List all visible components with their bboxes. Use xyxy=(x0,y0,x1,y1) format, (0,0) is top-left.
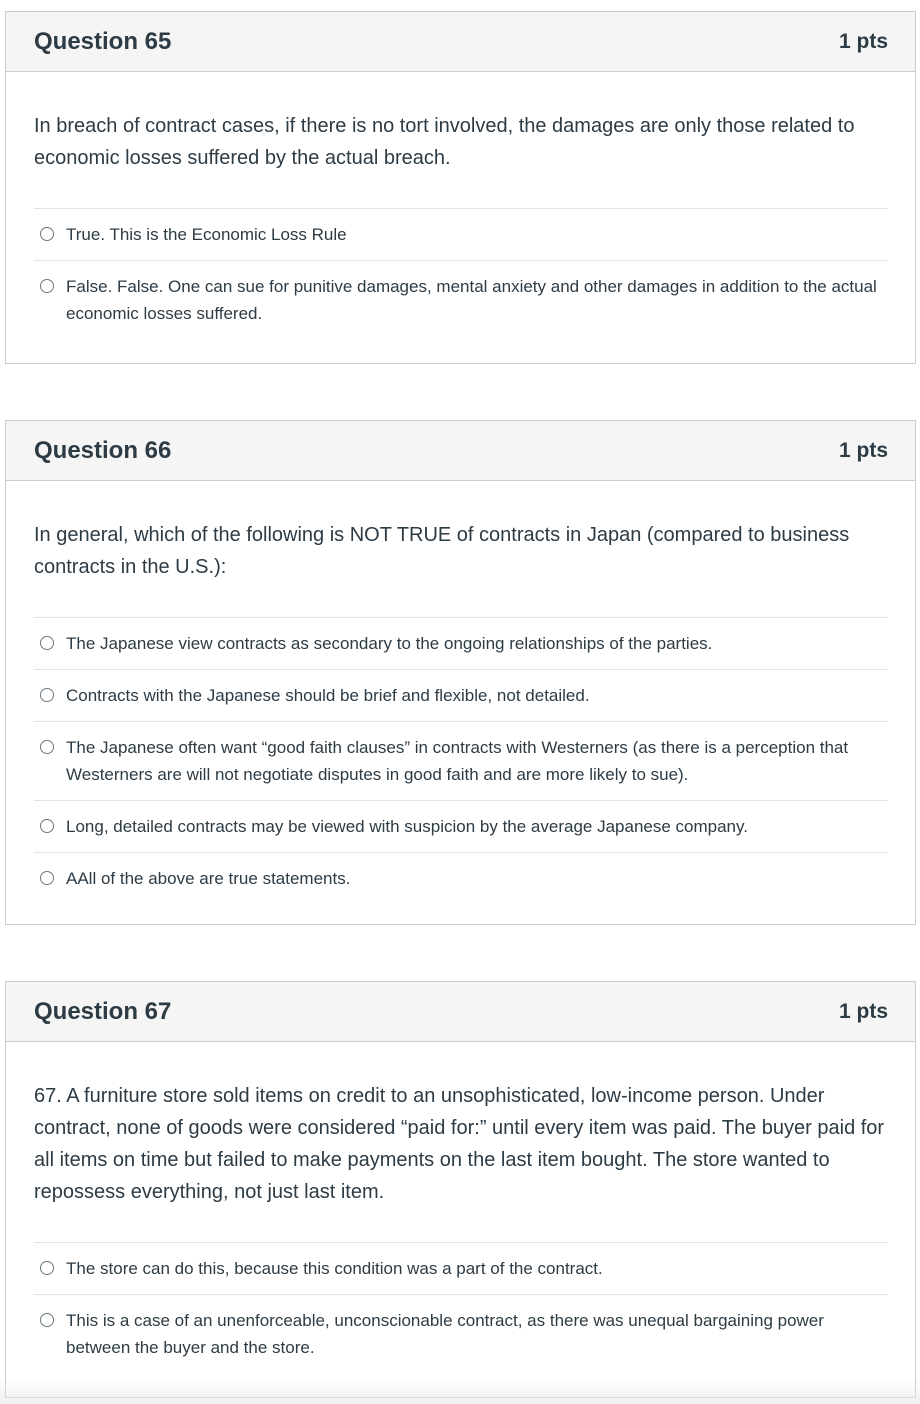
question-body xyxy=(6,1042,915,1373)
question-title: Question 66 xyxy=(34,436,172,464)
answer-list xyxy=(34,617,888,904)
question-points: 1 pts xyxy=(838,29,888,53)
answer-list xyxy=(34,208,888,339)
answer-list xyxy=(34,1242,888,1373)
radio-button[interactable] xyxy=(40,740,54,754)
answer-option[interactable] xyxy=(34,853,888,904)
bottom-fade xyxy=(0,1376,920,1404)
question-text: In general, which of the following is NOT TRUE of contracts in Japan (compared to business contracts in the U.S.): xyxy=(34,524,850,578)
answer-option[interactable] xyxy=(34,722,888,801)
radio-button[interactable] xyxy=(40,279,54,293)
radio-button[interactable] xyxy=(40,227,54,241)
question-title: Question 67 xyxy=(34,997,172,1025)
answer-label: The Japanese view contracts as secondary to the ongoing relationships of the parties. xyxy=(66,634,713,653)
question-65 xyxy=(5,11,916,364)
question-header xyxy=(6,982,915,1042)
answer-option[interactable] xyxy=(34,209,888,261)
question-text: 67. A furniture store sold items on credit to an unsophisticated, low-income person. Under contract, none of goods were considered “paid for:” until every item was paid. The buyer paid for all items on time but failed to make payments on the last item bought. The store wanted to repossess everything, not just last item. xyxy=(34,1085,885,1203)
radio-button[interactable] xyxy=(40,871,54,885)
answer-option[interactable] xyxy=(34,801,888,853)
radio-button[interactable] xyxy=(40,688,54,702)
answer-label: True. This is the Economic Loss Rule xyxy=(66,225,347,244)
answer-label: Contracts with the Japanese should be brief and flexible, not detailed. xyxy=(66,686,590,705)
answer-option[interactable] xyxy=(34,261,888,339)
radio-button[interactable] xyxy=(40,1261,54,1275)
radio-button[interactable] xyxy=(40,1313,54,1327)
answer-option[interactable] xyxy=(34,1243,888,1295)
question-text: In breach of contract cases, if there is no tort involved, the damages are only those related to economic losses suffered by the actual breach. xyxy=(34,115,855,169)
question-points: 1 pts xyxy=(838,999,888,1023)
question-title: Question 65 xyxy=(34,27,172,55)
question-points: 1 pts xyxy=(838,438,888,462)
answer-label: AAll of the above are true statements. xyxy=(66,869,351,888)
answer-label: This is a case of an unenforceable, unconscionable contract, as there was unequal bargaining power between the buyer and the store. xyxy=(66,1311,824,1357)
question-header xyxy=(6,12,915,72)
answer-label: Long, detailed contracts may be viewed with suspicion by the average Japanese company. xyxy=(66,817,748,836)
question-body xyxy=(6,481,915,904)
question-67 xyxy=(5,981,916,1398)
answer-option[interactable] xyxy=(34,670,888,722)
answer-label: False. False. One can sue for punitive damages, mental anxiety and other damages in addition to the actual economic losses suffered. xyxy=(66,277,877,323)
answer-label: The Japanese often want “good faith clauses” in contracts with Westerners (as there is a perception that Westerners are will not negotiate disputes in good faith and are more likely to sue). xyxy=(66,738,849,784)
question-66 xyxy=(5,420,916,925)
answer-option[interactable] xyxy=(34,618,888,670)
answer-label: The store can do this, because this condition was a part of the contract. xyxy=(66,1259,603,1278)
question-body xyxy=(6,72,915,339)
question-header xyxy=(6,421,915,481)
answer-option[interactable] xyxy=(34,1295,888,1373)
radio-button[interactable] xyxy=(40,819,54,833)
radio-button[interactable] xyxy=(40,636,54,650)
